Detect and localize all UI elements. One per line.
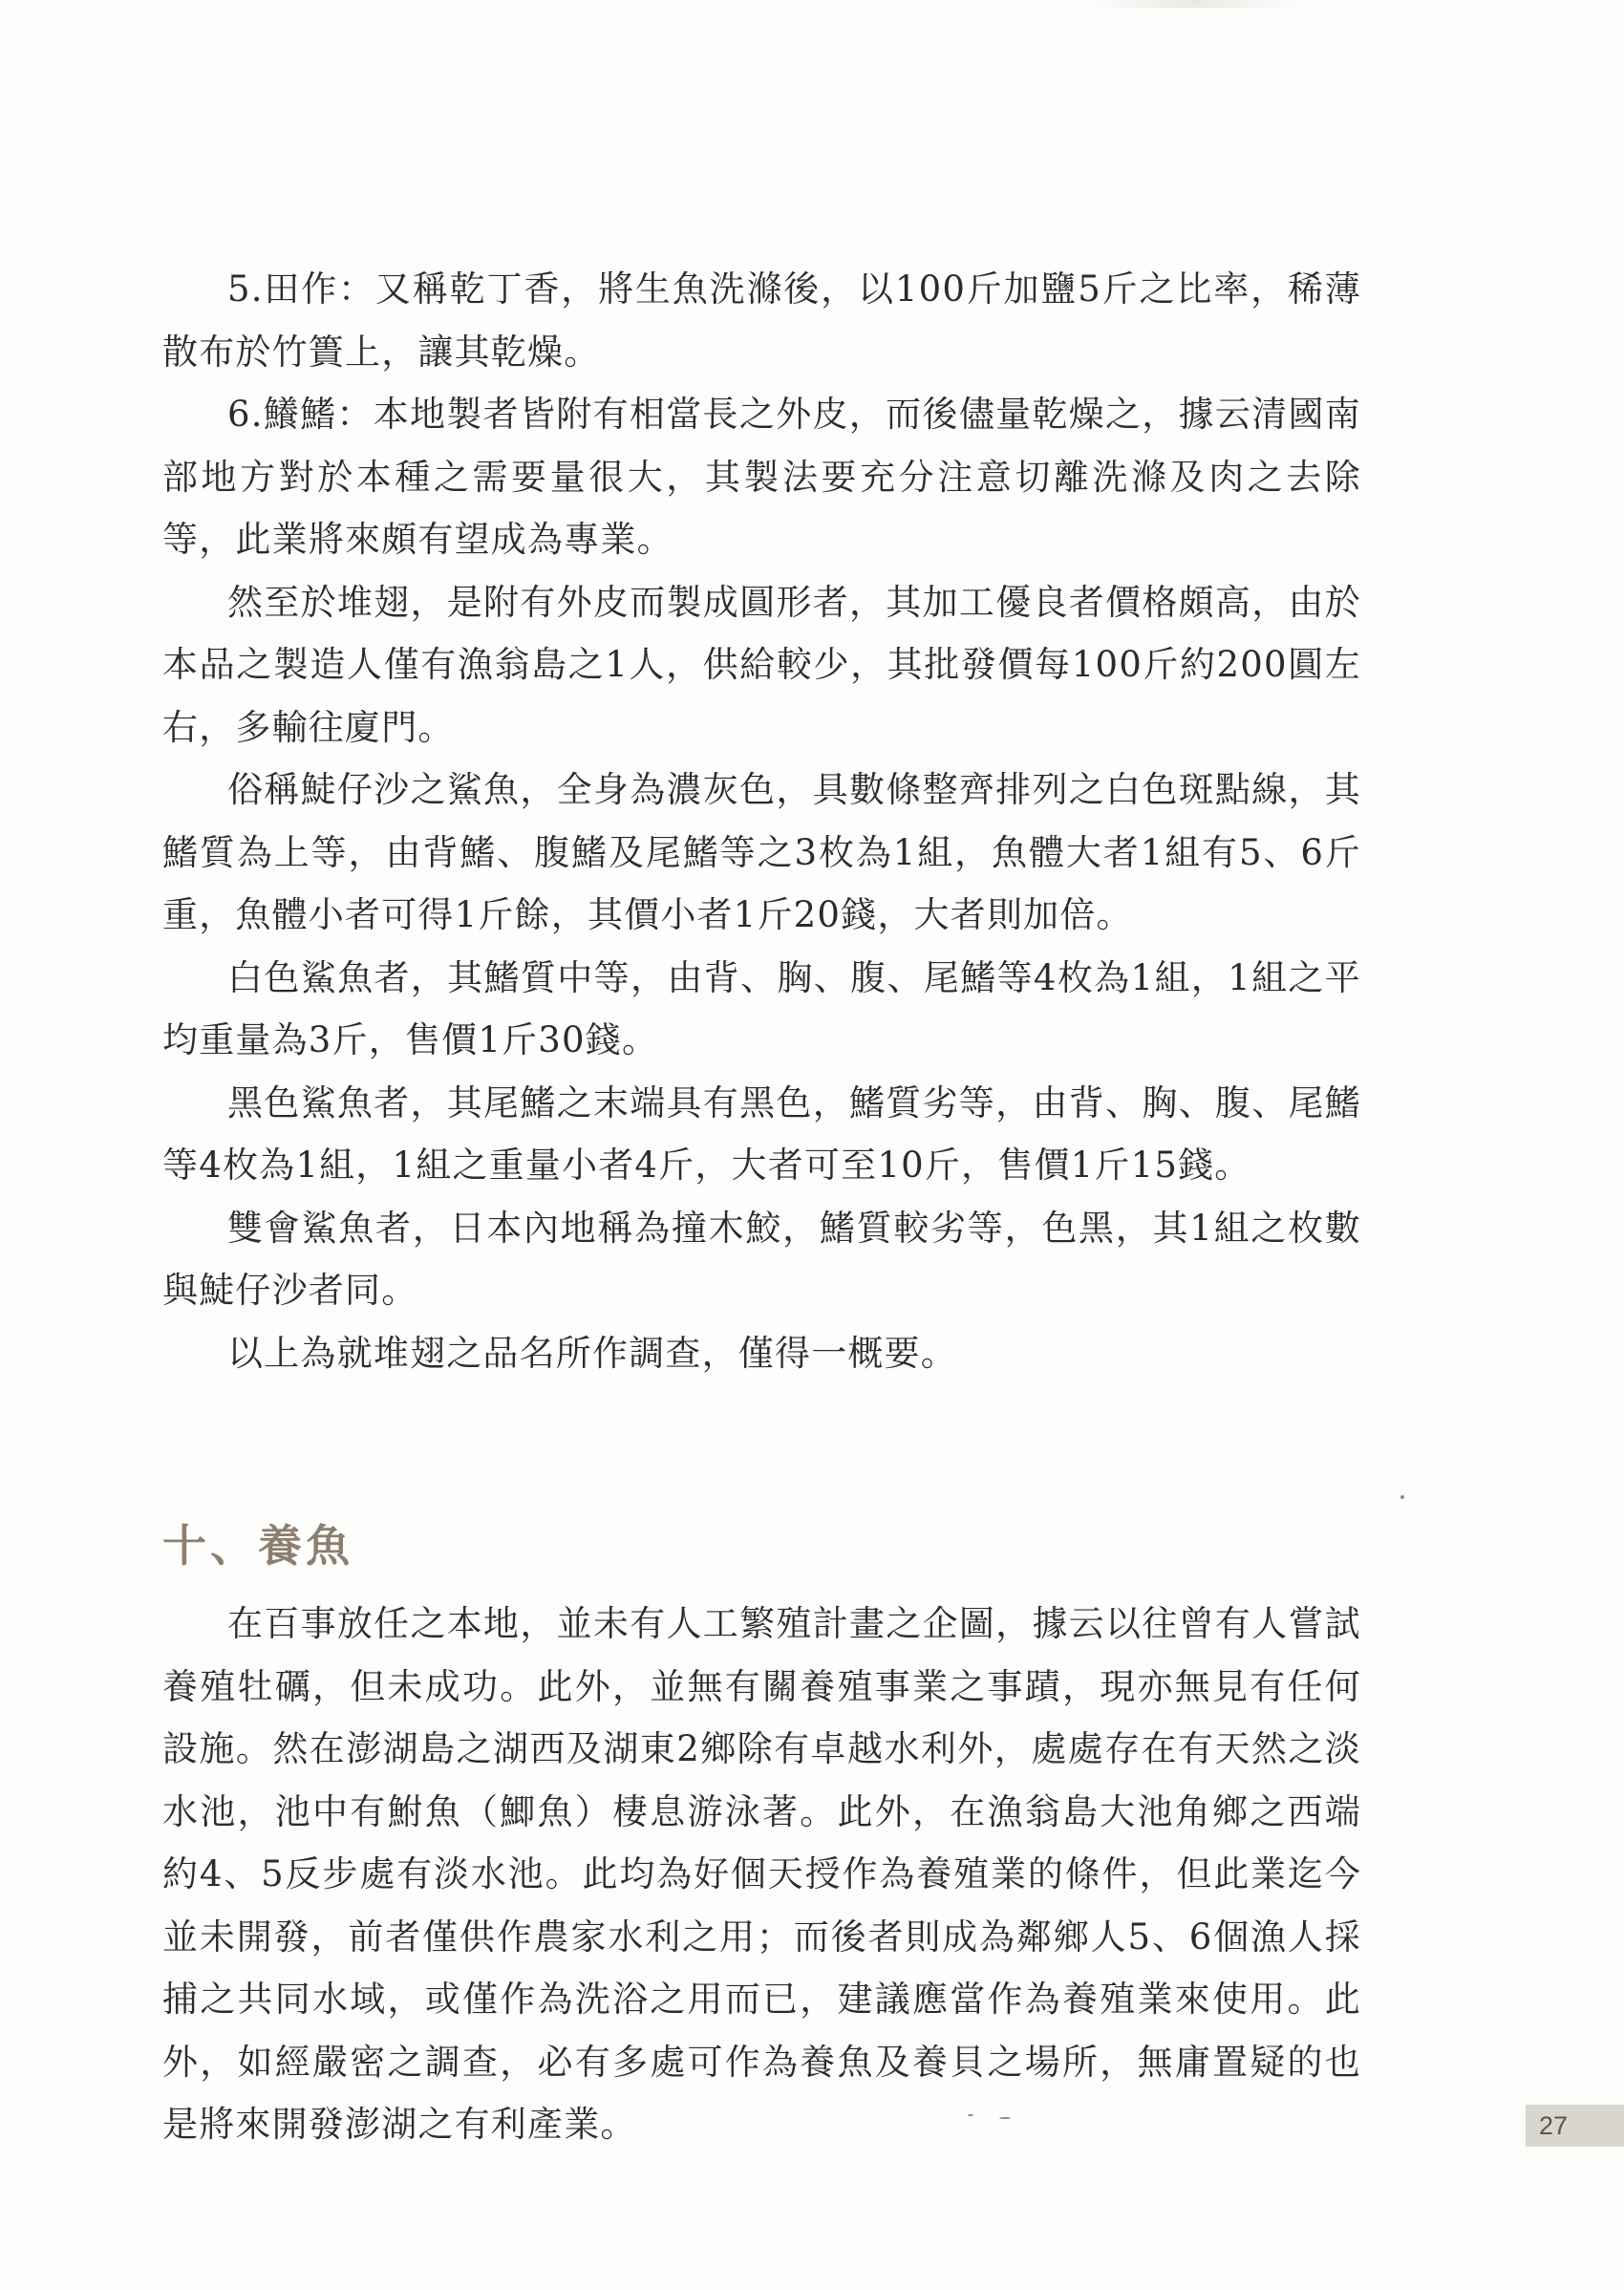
section-body bbox=[162, 1593, 1361, 2156]
paragraph-aquaculture: 在百事放任之本地，並未有人工繁殖計畫之企圖，據云以往曾有人嘗試養殖牡礪，但未成功。此外，並無有關養殖事業之事蹟，現亦無見有任何設施。然在澎湖島之湖西及湖東2鄉除有卓越水利外，處處存在有天然之淡水池，池中有鮒魚（鯽魚）棲息游泳著。此外，在漁翁島大池角鄉之西端約4、5反步處有淡水池。此均為好個天授作為養殖業的條件，但此業迄今並未開發，前者僅供作農家水利之用；而後者則成為鄰鄉人5、6個漁人採捕之共同水域，或僅作為洗浴之用而已，建議應當作為養殖業來使用。此外，如經嚴密之調查，必有多處可作為養魚及養貝之場所，無庸置疑的也是將來開發澎湖之有利產業。 bbox=[162, 1603, 1361, 2145]
page-number-tab bbox=[1526, 2105, 1624, 2147]
paragraph-shark-fin: 6.鱶鰭：本地製者皆附有相當長之外皮，而後儘量乾燥之，據云清國南部地方對於本種之需要量很大，其製法要充分注意切離洗滌及肉之去除等，此業將來頗有望成為專業。 bbox=[162, 394, 1361, 560]
section-heading-aquaculture: 十、養魚 bbox=[162, 1520, 353, 1572]
paragraph-summary: 以上為就堆翅之品名所作調查，僅得一概要。 bbox=[227, 1332, 957, 1374]
scan-speck bbox=[968, 2114, 973, 2116]
scan-speck bbox=[999, 2117, 1011, 2119]
paragraph-black-shark: 黑色鯊魚者，其尾鰭之末端具有黑色，鰭質劣等，由背、胸、腹、尾鰭等4枚為1組，1組之重量小者4斤，大者可至10斤，售價1斤15錢。 bbox=[162, 1081, 1361, 1186]
page-number: 27 bbox=[1539, 2110, 1569, 2140]
paragraph-white-shark: 白色鯊魚者，其鰭質中等，由背、胸、腹、尾鰭等4枚為1組，1組之平均重量為3斤，售價1斤30錢。 bbox=[162, 956, 1361, 1060]
body-text bbox=[162, 258, 1361, 1384]
paragraph-hammerhead-shark: 雙會鯊魚者，日本內地稱為撞木鮫，鰭質較劣等，色黑，其1組之枚數與鯐仔沙者同。 bbox=[162, 1207, 1361, 1311]
paragraph-dui-chi: 然至於堆翅，是附有外皮而製成圓形者，其加工優良者價格頗高，由於本品之製造人僅有漁翁島之1人，供給較少，其批發價每100斤約200圓左右，多輸往廈門。 bbox=[162, 581, 1361, 748]
paragraph-gray-shark: 俗稱鯐仔沙之鯊魚，全身為濃灰色，具數條整齊排列之白色斑點線，其鰭質為上等，由背鰭、腹鰭及尾鰭等之3枚為1組，魚體大者1組有5、6斤重，魚體小者可得1斤餘，其價小者1斤20錢，大者則加倍。 bbox=[162, 769, 1361, 935]
scan-speck bbox=[1400, 1495, 1404, 1499]
paragraph-tazuku: 5.田作：又稱乾丁香，將生魚洗滌後，以100斤加鹽5斤之比率，稀薄散布於竹簣上，讓其乾燥。 bbox=[162, 268, 1361, 373]
scan-edge-mark bbox=[1089, 0, 1299, 8]
